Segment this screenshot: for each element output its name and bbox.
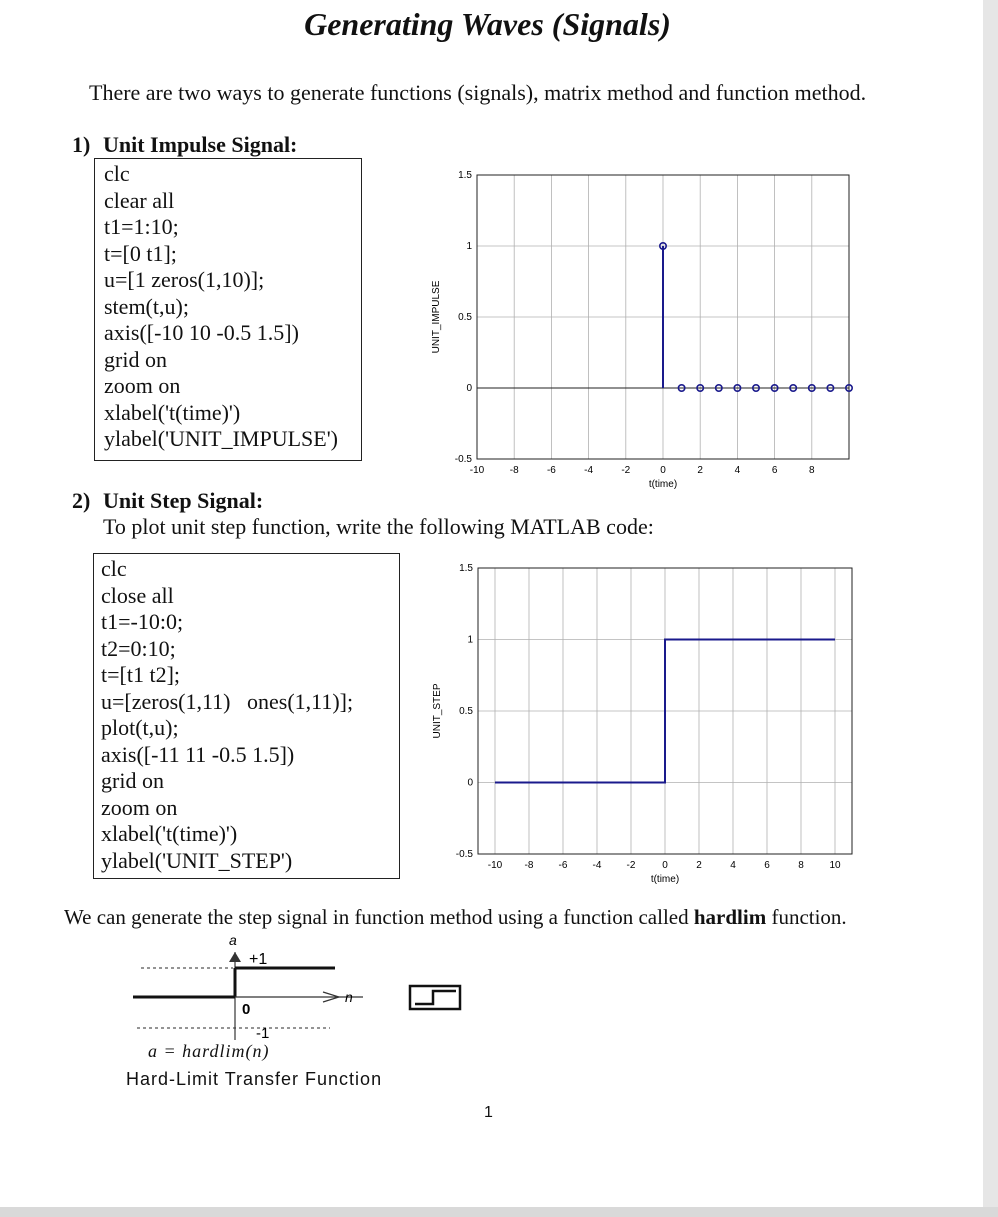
code-line: plot(t,u); — [101, 715, 179, 740]
page-number: 1 — [484, 1104, 493, 1121]
y-tick-label: 0 — [466, 383, 472, 394]
x-tick-label: 0 — [662, 860, 668, 871]
x-tick-label: 4 — [734, 465, 741, 476]
n-label: n — [345, 989, 353, 1005]
x-tick-label: 0 — [660, 465, 666, 476]
y-axis-label: UNIT_IMPULSE — [431, 280, 442, 354]
hardlim-text-before: We can generate the step signal in function method using a function called — [64, 905, 694, 929]
step-code-box — [93, 553, 400, 879]
code-line: t2=0:10; — [101, 635, 176, 661]
hardlim-formula: a = hardlim(n) — [148, 1041, 270, 1061]
code-line: xlabel('t(time)') — [104, 399, 241, 425]
plus-one-label: +1 — [249, 951, 268, 968]
page-bottom-edge — [0, 1207, 998, 1217]
y-tick-label: -0.5 — [455, 849, 473, 860]
step-chart — [420, 556, 870, 886]
x-tick-label: -10 — [487, 860, 503, 871]
y-tick-label: 0.5 — [458, 312, 472, 323]
x-tick-label: 4 — [730, 860, 736, 871]
code-line: grid on — [101, 768, 164, 793]
y-tick-label: -0.5 — [454, 454, 472, 465]
x-tick-label: -10 — [469, 465, 485, 476]
x-axis-label: t(time) — [650, 874, 680, 885]
hardlim-sentence — [64, 905, 847, 930]
hardlim-keyword: hardlim — [693, 905, 767, 929]
x-tick-label: 8 — [809, 465, 815, 476]
minus-one-label: -1 — [256, 1025, 270, 1042]
x-tick-label: 6 — [764, 860, 770, 871]
code-line: t1=-10:0; — [101, 609, 184, 634]
section2-description: To plot unit step function, write the following MATLAB code: — [103, 514, 654, 539]
page-edge — [983, 0, 998, 1217]
y-tick-label: 1 — [466, 241, 472, 252]
y-tick-label: 1 — [467, 634, 473, 646]
code-line: t=[t1 t2]; — [101, 662, 181, 687]
code-line: u=[zeros(1,11) ones(1,11)]; — [101, 688, 354, 714]
x-tick-label: -8 — [524, 860, 534, 871]
code-line: u=[1 zeros(1,10)]; — [104, 267, 265, 292]
code-line: grid on — [104, 346, 167, 372]
code-line: t1=1:10; — [104, 214, 179, 239]
impulse-code-box — [94, 158, 362, 461]
x-tick-label: -6 — [558, 860, 568, 871]
section1-title: Unit Impulse Signal: — [103, 132, 298, 157]
code-line: ylabel('UNIT_IMPULSE') — [104, 426, 338, 451]
hardlim-text-after: function. — [766, 905, 847, 929]
hardlim-caption: Hard-Limit Transfer Function — [126, 1069, 383, 1089]
section2-number: 2) — [72, 488, 91, 513]
page-title: Generating Waves (Signals) — [304, 6, 671, 42]
code-line: zoom on — [101, 794, 178, 820]
code-line: clc — [104, 161, 130, 186]
code-line: stem(t,u); — [104, 293, 189, 319]
impulse-chart — [420, 160, 860, 495]
x-tick-label: -8 — [509, 465, 519, 476]
hardlim-a-label: a — [229, 932, 237, 948]
y-axis-label: UNIT_STEP — [432, 683, 443, 739]
x-tick-label: -6 — [546, 465, 556, 476]
y-tick-label: 0.5 — [459, 706, 473, 717]
x-tick-label: -2 — [626, 860, 636, 871]
zero-label: 0 — [242, 1001, 251, 1018]
y-tick-label: 0 — [467, 777, 473, 789]
hardlim-symbol-icon — [410, 986, 460, 1009]
code-line: ylabel('UNIT_STEP') — [101, 847, 293, 873]
y-tick-label: 1.5 — [459, 563, 473, 574]
x-tick-label: 2 — [696, 860, 702, 871]
section2-title: Unit Step Signal: — [103, 488, 264, 513]
up-arrow-icon — [229, 952, 241, 962]
section2-heading — [72, 488, 263, 514]
x-tick-label: 6 — [771, 465, 778, 476]
y-tick-label: 1.5 — [458, 170, 472, 181]
code-line: zoom on — [104, 373, 181, 398]
x-tick-label: -2 — [621, 465, 631, 476]
code-line: axis([-11 11 -0.5 1.5]) — [101, 741, 295, 767]
section1-heading — [72, 132, 297, 158]
code-line: xlabel('t(time)') — [101, 821, 238, 846]
x-tick-label: 10 — [829, 860, 841, 871]
section1-number: 1) — [72, 132, 91, 157]
code-line: close all — [101, 582, 174, 608]
code-line: axis([-10 10 -0.5 1.5]) — [104, 320, 299, 345]
x-axis-label: t(time) — [648, 479, 678, 490]
x-tick-label: 2 — [697, 465, 703, 476]
x-tick-label: 8 — [798, 860, 804, 871]
hardlim-figure — [125, 930, 475, 1045]
intro-paragraph: There are two ways to generate functions (signals), matrix method and function method. — [89, 80, 867, 105]
x-tick-label: -4 — [584, 465, 594, 476]
x-tick-label: -4 — [592, 860, 602, 871]
code-line: clear all — [104, 187, 175, 213]
code-line: clc — [101, 556, 127, 581]
code-line: t=[0 t1]; — [104, 240, 177, 266]
